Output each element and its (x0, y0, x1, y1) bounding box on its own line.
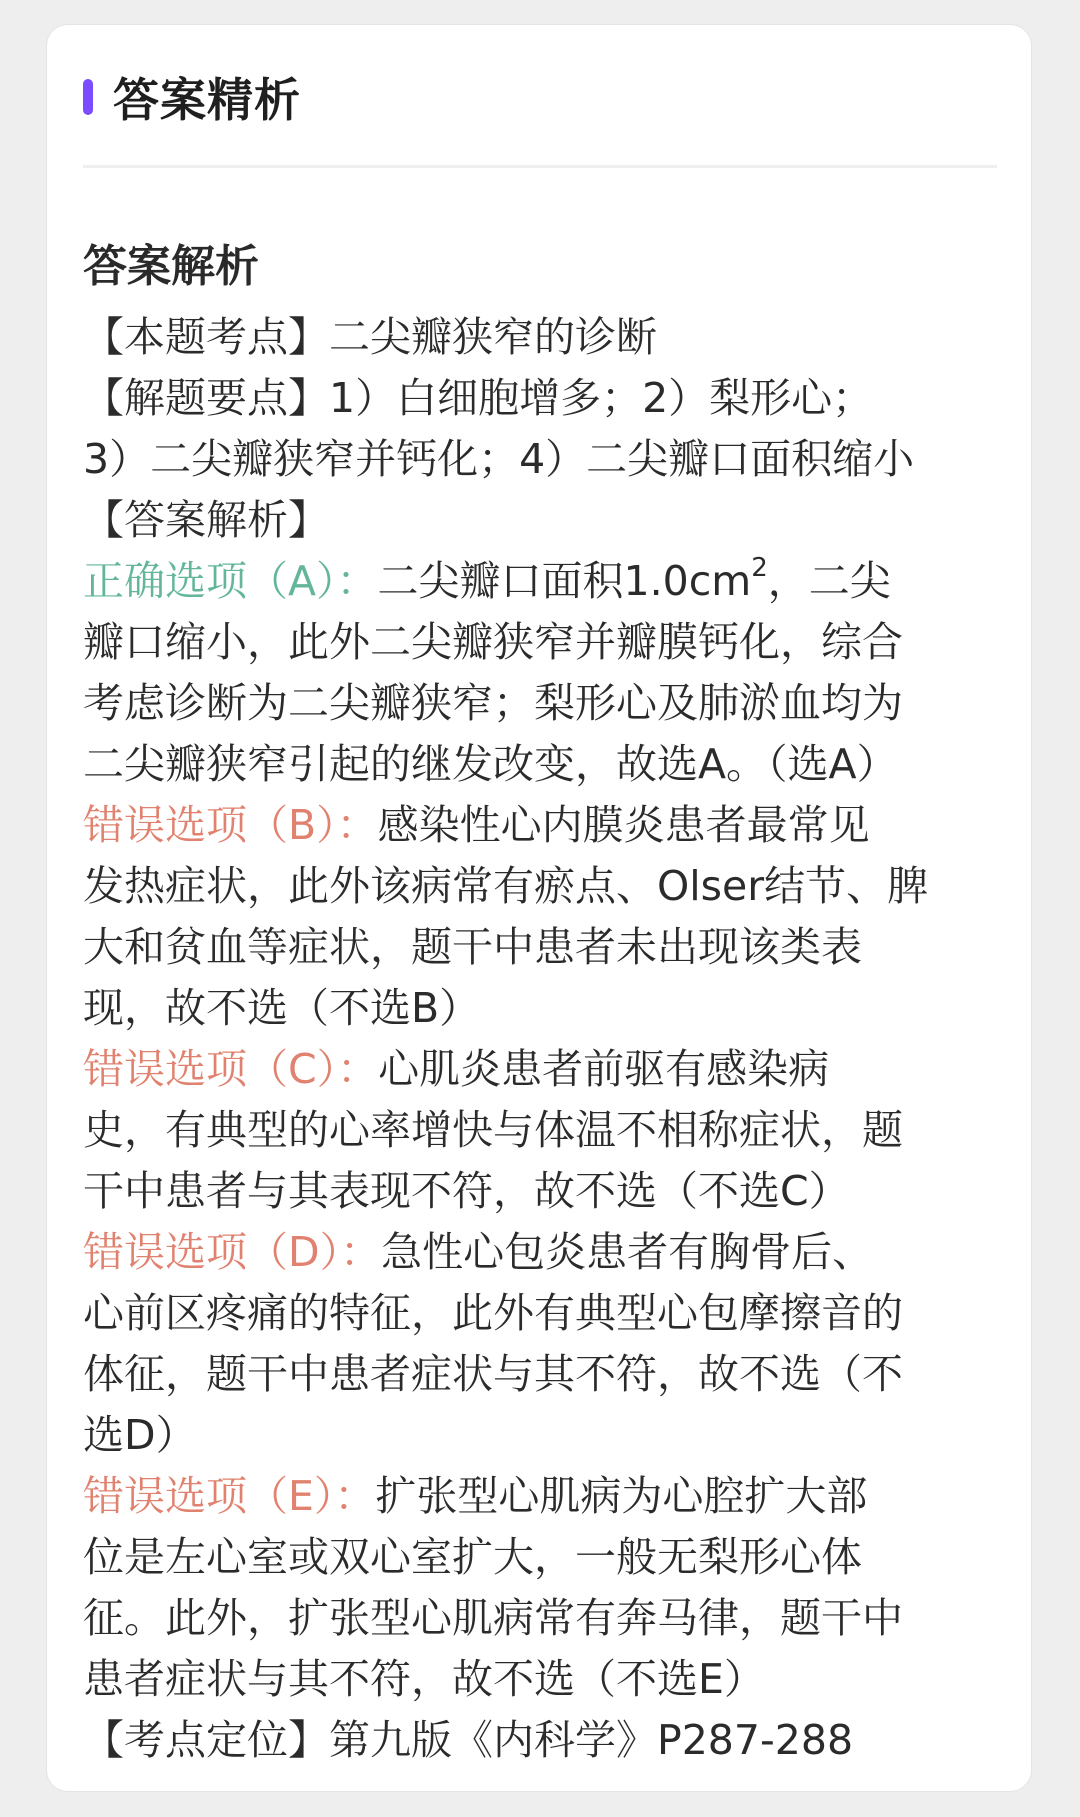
option-a-line-3: 考虑诊断为二尖瓣狭窄；梨形心及肺淤血均为 (83, 679, 903, 727)
option-c-line-3: 干中患者与其表现不符，故不选（不选C） (83, 1167, 850, 1215)
option-a-line-4: 二尖瓣狭窄引起的继发改变，故选A。（选A） (83, 740, 898, 788)
card-header (83, 67, 301, 127)
option-a-line-2: 瓣口缩小，此外二尖瓣狭窄并瓣膜钙化，综合 (83, 618, 903, 666)
option-d-line-2: 心前区疼痛的特征，此外有典型心包摩擦音的 (83, 1289, 903, 1337)
analysis-content (83, 307, 995, 1771)
option-c-line-2: 史，有典型的心率增快与体温不相称症状，题 (83, 1106, 903, 1154)
option-c-label: 错误选项（C）： (83, 1045, 379, 1093)
section-title: 答案解析 (83, 241, 259, 292)
accent-bar (83, 79, 93, 115)
option-e-line-1 (83, 1466, 995, 1527)
option-c-line-1 (83, 1039, 995, 1100)
header-divider (83, 165, 997, 168)
card-title: 答案精析 (113, 73, 301, 127)
kaodian-line: 【本题考点】二尖瓣狭窄的诊断 (83, 313, 657, 361)
option-a-text-1-tail: ，二尖 (767, 557, 891, 605)
option-b-line-3: 大和贫血等症状，题干中患者未出现该类表 (83, 923, 862, 971)
option-a-superscript: 2 (751, 553, 768, 584)
option-d-label: 错误选项（D）： (83, 1228, 382, 1276)
dingwei-line: 【考点定位】第九版《内科学》P287-288 (83, 1716, 854, 1764)
option-a-label: 正确选项（A）： (83, 557, 378, 605)
option-e-text-1: 扩张型心肌病为心腔扩大部 (375, 1472, 868, 1520)
option-d-line-4: 选D） (83, 1411, 197, 1459)
option-e-line-2: 位是左心室或双心室扩大，一般无梨形心体 (83, 1533, 862, 1581)
option-d-line-3: 体征，题干中患者症状与其不符，故不选（不 (83, 1350, 903, 1398)
option-d-line-1 (83, 1222, 995, 1283)
option-e-label: 错误选项（E）： (83, 1472, 376, 1520)
option-e-line-4: 患者症状与其不符，故不选（不选E） (83, 1655, 765, 1703)
option-b-line-4: 现，故不选（不选B） (83, 984, 481, 1032)
jiexi-heading: 【答案解析】 (83, 496, 329, 544)
option-a-text-1: 二尖瓣口面积1.0cm (377, 557, 752, 605)
option-a-line-1 (83, 551, 995, 612)
yaodian-line-2: 3）二尖瓣狭窄并钙化；4）二尖瓣口面积缩小 (83, 435, 915, 483)
option-e-line-3: 征。此外，扩张型心肌病常有奔马律，题干中 (83, 1594, 903, 1642)
option-d-text-1: 急性心包炎患者有胸骨后、 (381, 1228, 874, 1276)
yaodian-line-1: 【解题要点】1）白细胞增多；2）梨形心； (83, 374, 874, 422)
option-b-line-1 (83, 795, 995, 856)
option-c-text-1: 心肌炎患者前驱有感染病 (378, 1045, 830, 1093)
option-b-line-2: 发热症状，此外该病常有瘀点、Olser结节、脾 (83, 862, 929, 910)
answer-card (46, 24, 1032, 1792)
option-b-text-1: 感染性心内膜炎患者最常见 (377, 801, 870, 849)
option-b-label: 错误选项（B）： (83, 801, 378, 849)
